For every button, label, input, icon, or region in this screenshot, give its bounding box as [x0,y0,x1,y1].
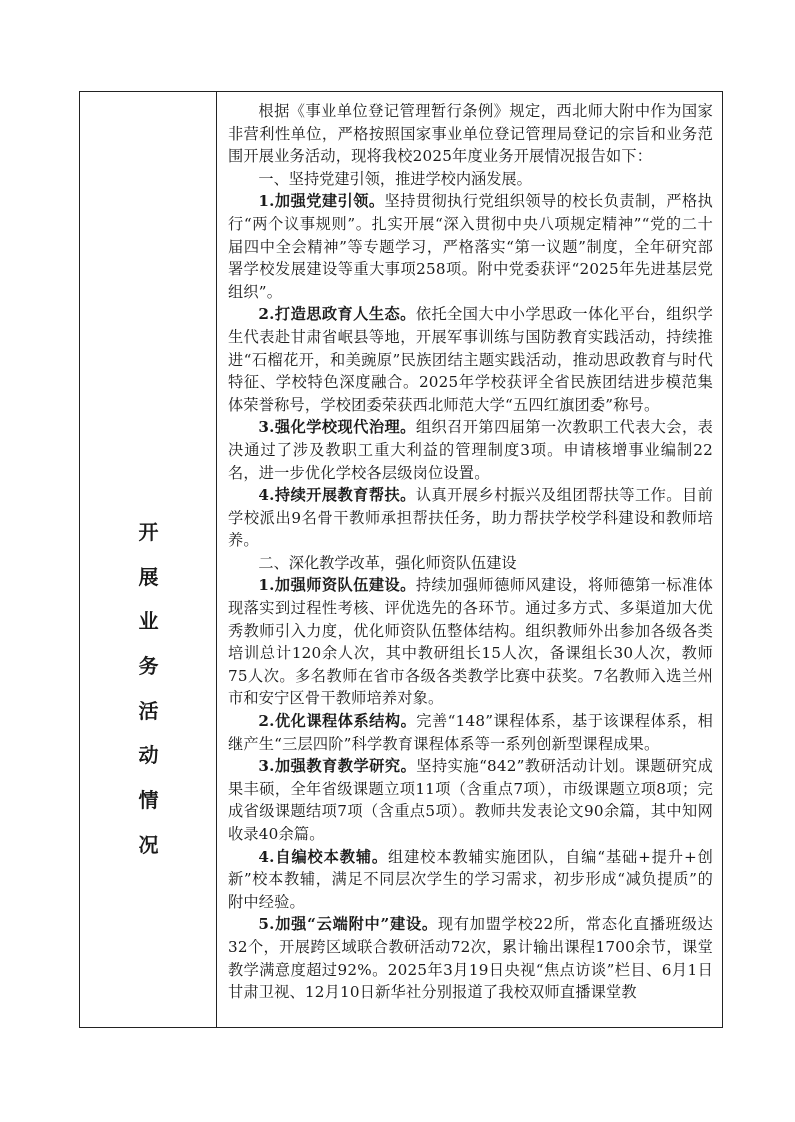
item-heading: 5.加强“云端附中”建设。 [258,915,438,934]
item-heading: 2.优化课程体系结构。 [258,712,417,731]
intro-paragraph: 根据《事业单位登记管理暂行条例》规定，西北师大附中作为国家非营利性单位，严格按照国家事业单位登记管理局登记的宗旨和业务范围开展业务活动，现将我校2025年度业务开展情况报告如下： [228,102,713,166]
label-char: 动 [138,743,159,768]
section-2-title: 二、深化教学改革，强化师资队伍建设 [258,553,517,572]
section-2-item-5 [228,913,713,1003]
section-1-title: 一、坚持党建引领，推进学校内涵发展。 [258,169,532,188]
label-char: 展 [138,564,159,589]
label-char: 活 [138,698,159,723]
report-content [228,100,713,1004]
label-char: 情 [138,788,159,813]
item-body: 坚持贯彻执行党组织领导的校长负责制，严格执行“两个议事规则”。扎实开展“深入贯彻中央八项规定精神”“党的二十届四中全会精神”等专题学习，严格落实“第一议题”制度，全年研究部署学校发展建设等重大事项258项。附中党委获评“2025年先进基层党组织”。 [228,192,714,301]
item-body: 认真开展乡村振兴及组团帮扶等工作。目前学校派出9名骨干教师承担帮扶任务，助力帮扶学校学科建设和教师培养。 [228,486,713,550]
label-column [80,92,217,1027]
item-heading: 4.自编校本教辅。 [258,847,389,866]
item-body: 组建校本教辅实施团队，自编“基础+提升+创新”校本教辅，满足不同层次学生的学习需求，初步形成“减负提质”的附中经验。 [228,847,713,911]
item-body: 持续加强师德师风建设，将师德第一标准体现落实到过程性考核、评优选先的各环节。通过多方式、多渠道加大优秀教师引入力度，优化师资队伍整体结构。组织教师外出参加各级各类培训总计120余人次，其中教研组长15人次，备课组长30人次，教师75人次。多名教师在省市各级各类教学比赛中获奖。7名教师入选兰州市和安宁区骨干教师培养对象。 [228,576,713,708]
item-body: 坚持实施“842”教研活动计划。课题研究成果丰硕，全年省级课题立项11项（含重点7项），市级课题立项8项；完成省级课题结项7项（含重点5项）。教师共发表论文90余篇，其中知网收录40余篇。 [228,757,713,843]
item-body: 现有加盟学校22所，常态化直播班级达32个，开展跨区域联合教研活动72次，累计输出课程1700余节，课堂教学满意度超过92%。2025年3月19日央视“焦点访谈”栏目、6月1日甘肃卫视、12月10日新华社分别报道了我校双师直播课堂教 [228,915,713,1002]
section-1-item-3 [228,416,713,484]
section-1-item-1 [228,190,713,303]
section-1-item-2 [228,303,713,416]
item-heading: 2.打造思政育人生态。 [258,305,416,324]
label-char: 务 [138,654,159,679]
item-body: 组织召开第四届第一次教职工代表大会，表决通过了涉及教职工重大利益的管理制度3项。申请核增事业编制22名，进一步优化学校各层级岗位设置。 [228,418,713,482]
report-table [79,91,723,1028]
section-2-item-1 [228,574,713,710]
section-2-item-4 [228,846,713,914]
label-char: 业 [138,609,159,634]
item-body: 依托全国大中小学思政一体化平台，组织学生代表赴甘肃省岷县等地，开展军事训练与国防教育实践活动，持续推进“石榴花开，和美豌原”民族团结主题实践活动，推动思政教育与时代特征、学校特色深度融合。2025年学校获评全省民族团结进步模范集体荣誉称号，学校团委荣获西北师范大学“五四红旗团委”称号。 [228,305,713,414]
vertical-label [80,522,217,880]
label-char: 况 [138,832,159,857]
section-1-item-4 [228,484,713,552]
section-2-item-3 [228,755,713,845]
item-heading: 1.加强党建引领。 [258,192,385,211]
item-heading: 3.加强教育教学研究。 [258,757,417,776]
item-heading: 1.加强师资队伍建设。 [258,576,416,595]
item-heading: 3.强化学校现代治理。 [258,418,416,437]
item-body: 完善“148”课程体系，基于该课程体系，相继产生“三层四阶”科学教育课程体系等一系列创新型课程成果。 [228,712,713,753]
item-heading: 4.持续开展教育帮扶。 [258,486,416,505]
label-char: 开 [138,520,159,544]
section-2-item-2 [228,710,713,755]
